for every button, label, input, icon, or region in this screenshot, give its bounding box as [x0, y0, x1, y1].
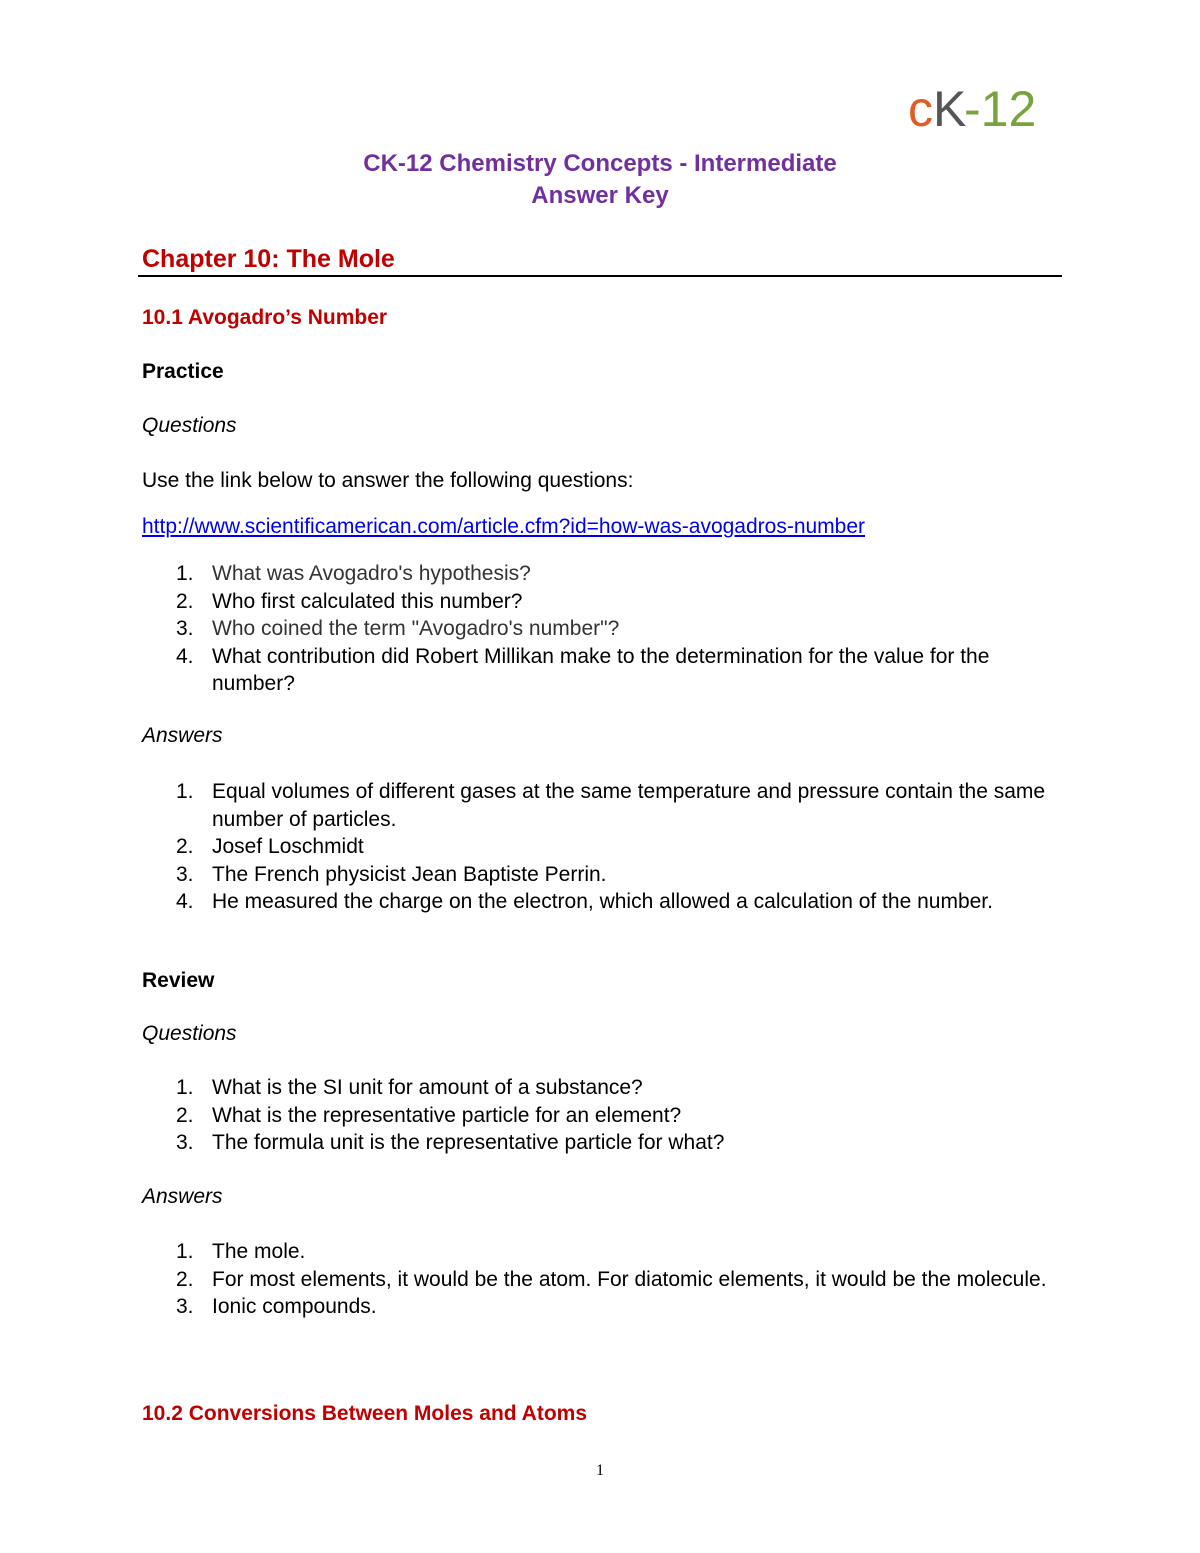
section-heading-10-2: 10.2 Conversions Between Moles and Atoms [142, 1402, 588, 1425]
review-answers-label: Answers [142, 1185, 223, 1208]
list-text: Ionic compounds. [212, 1295, 377, 1318]
list-text: The French physicist Jean Baptiste Perrin. [212, 862, 607, 886]
reference-link[interactable]: http://www.scientificamerican.com/article.cfm?id=how-was-avogadros-number [142, 515, 866, 538]
list-text: Josef Loschmidt [212, 835, 364, 858]
list-number: 3. [176, 617, 194, 640]
list-text: He measured the charge on the electron, which allowed a calculation of the number. [212, 890, 993, 913]
list-number: 4. [176, 890, 194, 913]
list-number: 3. [176, 862, 194, 886]
list-number: 2. [176, 835, 194, 858]
list-text: Who first calculated this number? [212, 589, 523, 613]
practice-intro: Use the link below to answer the following questions: [142, 469, 634, 492]
list-number: 3. [176, 1295, 194, 1318]
list-item [142, 1266, 1052, 1294]
list-item [142, 643, 1052, 698]
list-item [142, 615, 1052, 643]
list-item [142, 560, 1052, 588]
logo-letter-k: K [933, 84, 967, 134]
section-heading-10-1: 10.1 Avogadro’s Number [142, 306, 388, 329]
list-number: 2. [176, 1103, 194, 1127]
list-text: Who coined the term "Avogadro's number"? [212, 617, 620, 640]
review-questions-label: Questions [142, 1022, 237, 1045]
chapter-divider [138, 275, 1062, 277]
list-item [142, 861, 1052, 889]
practice-questions-list [142, 560, 1052, 698]
list-item [142, 1074, 1052, 1102]
review-heading: Review [142, 969, 215, 992]
list-text: What contribution did Robert Millikan make to the determination for the value for the number? [212, 644, 990, 695]
list-number: 2. [176, 589, 194, 613]
list-text: What is the SI unit for amount of a substance? [212, 1076, 643, 1099]
review-answers-list [142, 1238, 1052, 1321]
list-item [142, 1129, 1052, 1157]
logo-letter-c: c [908, 84, 933, 134]
practice-questions-label: Questions [142, 414, 237, 437]
list-number: 1. [176, 1076, 194, 1099]
document-subtitle: Answer Key [531, 182, 669, 209]
list-text: The mole. [212, 1240, 306, 1263]
list-number: 4. [176, 644, 194, 668]
list-text: The formula unit is the representative particle for what? [212, 1131, 725, 1154]
list-item [142, 1293, 1052, 1321]
list-item [142, 833, 1052, 861]
list-number: 1. [176, 1240, 194, 1263]
practice-heading: Practice [142, 360, 224, 383]
list-item [142, 588, 1052, 616]
list-number: 1. [176, 780, 194, 803]
list-number: 3. [176, 1131, 194, 1154]
review-questions-list [142, 1074, 1052, 1157]
practice-answers-label: Answers [142, 724, 223, 747]
list-text: Equal volumes of different gases at the same temperature and pressure contain the same number of particles. [212, 780, 1046, 831]
practice-answers-list [142, 778, 1052, 916]
chapter-title: Chapter 10: The Mole [142, 245, 395, 273]
list-text: For most elements, it would be the atom. For diatomic elements, it would be the molecule. [212, 1267, 1047, 1291]
list-number: 2. [176, 1267, 194, 1291]
list-text: What is the representative particle for an element? [212, 1103, 682, 1127]
list-item [142, 888, 1052, 916]
list-item [142, 1238, 1052, 1266]
document-title: CK-12 Chemistry Concepts - Intermediate [363, 150, 837, 177]
list-item [142, 1102, 1052, 1130]
ck12-logo [908, 84, 1043, 134]
list-number: 1. [176, 562, 194, 585]
list-text: What was Avogadro's hypothesis? [212, 562, 531, 585]
list-item [142, 778, 1052, 833]
logo-number: -12 [964, 84, 1037, 134]
page-number: 1 [596, 1462, 604, 1479]
